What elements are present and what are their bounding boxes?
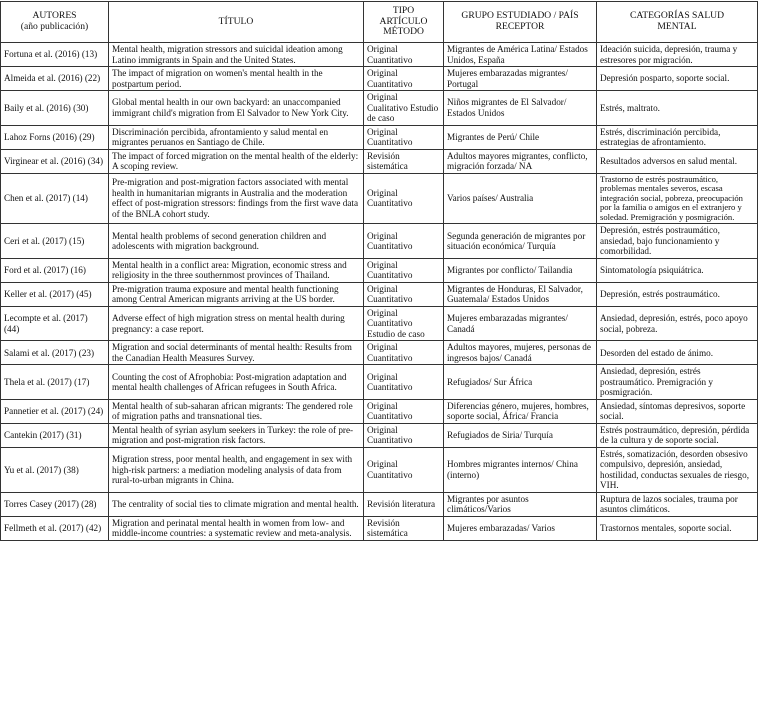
cell-autores: Lecompte et al. (2017) (44): [1, 306, 109, 341]
header-titulo: [109, 2, 364, 43]
cell-categorias: Depresión posparto, soporte social.: [597, 67, 758, 91]
table-row: [1, 306, 758, 341]
table-row: [1, 447, 758, 492]
cell-tipo: Original Cuantitativo: [364, 258, 444, 282]
cell-grupo: Migrantes de América Latina/ Estados Unidos, España: [444, 43, 597, 67]
header-autores: [1, 2, 109, 43]
cell-titulo: Adverse effect of high migration stress on mental health during pregnancy: a case report.: [109, 306, 364, 341]
cell-autores: Keller et al. (2017) (45): [1, 282, 109, 306]
cell-tipo: Revisión sistemática: [364, 516, 444, 540]
cell-grupo: Refugiados/ Sur África: [444, 365, 597, 400]
header-text: GRUPO ESTUDIADO / PAÍS: [461, 10, 579, 22]
cell-grupo: Migrantes de Honduras, El Salvador, Guatemala/ Estados Unidos: [444, 282, 597, 306]
header-categorias: [597, 2, 758, 43]
table-row: [1, 224, 758, 259]
cell-tipo: Original Cuantitativo: [364, 447, 444, 492]
cell-titulo: Mental health, migration stressors and suicidal ideation among Latino immigrants in Spain and the United States.: [109, 43, 364, 67]
header-text: RECEPTOR: [495, 21, 545, 32]
cell-titulo: Counting the cost of Afrophobia: Post-migration adaptation and mental health challenges of African refugees in South Africa.: [109, 365, 364, 400]
cell-tipo: Original Cuantitativo: [364, 282, 444, 306]
cell-tipo: Original Cuantitativo: [364, 399, 444, 423]
cell-categorias: Estrés, somatización, desorden obsesivo compulsivo, depresión, ansiedad, hostilidad, conductas sexuales de riesgo, VIH.: [597, 447, 758, 492]
cell-titulo: Migration stress, poor mental health, and engagement in sex with high-risk partners: a mediation modeling analysis of data from rural-to-urban migrants in China.: [109, 447, 364, 492]
cell-grupo: Mujeres embarazadas migrantes/ Portugal: [444, 67, 597, 91]
cell-tipo: Original Cuantitativo: [364, 43, 444, 67]
cell-categorias: Depresión, estrés postraumático.: [597, 282, 758, 306]
cell-autores: Fortuna et al. (2016) (13): [1, 43, 109, 67]
cell-categorias: Trastornos mentales, soporte social.: [597, 516, 758, 540]
table-body: [1, 43, 758, 541]
table-row: [1, 365, 758, 400]
cell-autores: Ceri et al. (2017) (15): [1, 224, 109, 259]
cell-tipo: Original Cualitativo Estudio de caso: [364, 91, 444, 126]
cell-tipo: Original Cuantitativo Estudio de caso: [364, 306, 444, 341]
cell-categorias: Ansiedad, depresión, estrés, poco apoyo social, pobreza.: [597, 306, 758, 341]
header-text: AUTORES: [32, 10, 77, 22]
cell-tipo: Revisión literatura: [364, 492, 444, 516]
cell-categorias: Estrés, maltrato.: [597, 91, 758, 126]
table-row: [1, 125, 758, 149]
cell-titulo: The impact of forced migration on the mental health of the elderly: A scoping review.: [109, 149, 364, 173]
cell-titulo: The centrality of social ties to climate migration and mental health.: [109, 492, 364, 516]
header-text: TIPO: [392, 5, 415, 17]
header-text: ARTÍCULO: [379, 15, 428, 27]
cell-tipo: Original Cuantitativo: [364, 173, 444, 224]
cell-titulo: Discriminación percibida, afrontamiento y salud mental en migrantes peruanos en Santiago de Chile.: [109, 125, 364, 149]
table-row: [1, 67, 758, 91]
cell-titulo: Mental health of syrian asylum seekers in Turkey: the role of pre-migration and post-migration risk factors.: [109, 423, 364, 447]
cell-titulo: Migration and perinatal mental health in women from low- and middle-income countries: a systematic review and meta-analysis.: [109, 516, 364, 540]
cell-categorias: Ansiedad, síntomas depresivos, soporte social.: [597, 399, 758, 423]
header-text: TÍTULO: [218, 15, 254, 27]
header-text: (año publicación): [20, 21, 89, 32]
cell-grupo: Adultos mayores migrantes, conflicto, migración forzada/ NA: [444, 149, 597, 173]
cell-tipo: Original Cuantitativo: [364, 341, 444, 365]
cell-tipo: Original Cuantitativo: [364, 67, 444, 91]
cell-autores: Lahoz Forns (2016) (29): [1, 125, 109, 149]
cell-categorias: Trastorno de estrés postraumático, problemas mentales severos, escasa integración social, pobreza, preocupación por la familia o amigos en el extranjero y soledad. Premigración y posmigración.: [597, 173, 758, 224]
literature-review-table: [0, 1, 758, 541]
cell-grupo: Diferencias género, mujeres, hombres, soporte social, África/ Francia: [444, 399, 597, 423]
header-tipo: [364, 2, 444, 43]
table-row: [1, 173, 758, 224]
cell-grupo: Hombres migrantes internos/ China (interno): [444, 447, 597, 492]
table-row: [1, 341, 758, 365]
cell-grupo: Niños migrantes de El Salvador/ Estados Unidos: [444, 91, 597, 126]
cell-autores: Torres Casey (2017) (28): [1, 492, 109, 516]
cell-autores: Pannetier et al. (2017) (24): [1, 399, 109, 423]
cell-autores: Cantekin (2017) (31): [1, 423, 109, 447]
cell-autores: Virginear et al. (2016) (34): [1, 149, 109, 173]
cell-autores: Ford et al. (2017) (16): [1, 258, 109, 282]
cell-categorias: Ruptura de lazos sociales, trauma por asuntos climáticos.: [597, 492, 758, 516]
cell-grupo: Adultos mayores, mujeres, personas de ingresos bajos/ Canadá: [444, 341, 597, 365]
cell-categorias: Ansiedad, depresión, estrés postraumático. Premigración y posmigración.: [597, 365, 758, 400]
cell-tipo: Original Cuantitativo: [364, 224, 444, 259]
header-text: CATEGORÍAS SALUD: [629, 10, 725, 22]
table-row: [1, 258, 758, 282]
cell-autores: Yu et al. (2017) (38): [1, 447, 109, 492]
cell-grupo: Mujeres embarazadas migrantes/ Canadá: [444, 306, 597, 341]
cell-titulo: Global mental health in our own backyard: an unaccompanied immigrant child's migration from El Salvador to New York City.: [109, 91, 364, 126]
table-row: [1, 516, 758, 540]
cell-autores: Almeida et al. (2016) (22): [1, 67, 109, 91]
header-text: MÉTODO: [383, 26, 424, 38]
table-row: [1, 91, 758, 126]
cell-categorias: Sintomatología psiquiátrica.: [597, 258, 758, 282]
table-header-row: [1, 2, 758, 43]
cell-tipo: Original Cuantitativo: [364, 423, 444, 447]
header-grupo: [444, 2, 597, 43]
cell-tipo: Original Cuantitativo: [364, 365, 444, 400]
cell-grupo: Migrantes por conflicto/ Tailandia: [444, 258, 597, 282]
cell-autores: Fellmeth et al. (2017) (42): [1, 516, 109, 540]
table-row: [1, 399, 758, 423]
cell-titulo: Mental health problems of second generation children and adolescents with migration background.: [109, 224, 364, 259]
table-row: [1, 149, 758, 173]
cell-grupo: Refugiados de Siria/ Turquía: [444, 423, 597, 447]
cell-titulo: Pre-migration and post-migration factors associated with mental health in humanitarian migrants in Australia and the moderation effect of post-migration stressors: findings from the first wave data of the BNLA cohort study.: [109, 173, 364, 224]
table-row: [1, 423, 758, 447]
cell-grupo: Segunda generación de migrantes por situación económica/ Turquía: [444, 224, 597, 259]
cell-titulo: The impact of migration on women's mental health in the postpartum period.: [109, 67, 364, 91]
cell-categorias: Resultados adversos en salud mental.: [597, 149, 758, 173]
cell-autores: Salami et al. (2017) (23): [1, 341, 109, 365]
cell-autores: Chen et al. (2017) (14): [1, 173, 109, 224]
cell-grupo: Varios países/ Australia: [444, 173, 597, 224]
cell-tipo: Revisión sistemática: [364, 149, 444, 173]
cell-grupo: Migrantes por asuntos climáticos/Varios: [444, 492, 597, 516]
cell-grupo: Mujeres embarazadas/ Varios: [444, 516, 597, 540]
cell-titulo: Mental health of sub-saharan african migrants: The gendered role of migration paths and transnational ties.: [109, 399, 364, 423]
cell-titulo: Pre-migration trauma exposure and mental health functioning among Central American migrants arriving at the US border.: [109, 282, 364, 306]
table-row: [1, 492, 758, 516]
cell-categorias: Desorden del estado de ánimo.: [597, 341, 758, 365]
cell-autores: Baily et al. (2016) (30): [1, 91, 109, 126]
cell-categorias: Estrés, discriminación percibida, estrategias de afrontamiento.: [597, 125, 758, 149]
table-row: [1, 43, 758, 67]
cell-autores: Thela et al. (2017) (17): [1, 365, 109, 400]
cell-tipo: Original Cuantitativo: [364, 125, 444, 149]
cell-categorias: Depresión, estrés postraumático, ansiedad, bajo funcionamiento y comorbilidad.: [597, 224, 758, 259]
cell-titulo: Migration and social determinants of mental health: Results from the Canadian Health Measures Survey.: [109, 341, 364, 365]
cell-titulo: Mental health in a conflict area: Migration, economic stress and religiosity in the three southernmost provinces of Thailand.: [109, 258, 364, 282]
header-text: MENTAL: [657, 21, 697, 32]
table-row: [1, 282, 758, 306]
cell-categorias: Ideación suicida, depresión, trauma y estresores por migración.: [597, 43, 758, 67]
cell-grupo: Migrantes de Perú/ Chile: [444, 125, 597, 149]
cell-categorias: Estrés postraumático, depresión, pérdida de la cultura y de soporte social.: [597, 423, 758, 447]
